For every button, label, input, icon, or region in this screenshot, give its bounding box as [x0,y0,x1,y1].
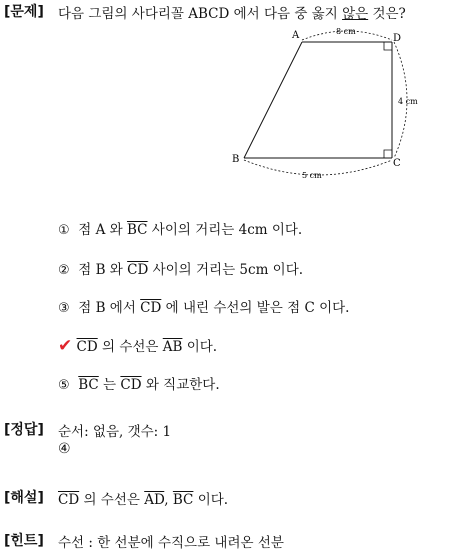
option-text: 점 A 와 [78,222,127,238]
option-text: 와 직교한다. [141,377,220,393]
option-4[interactable] [58,335,217,356]
question-text-part: 다음 그림의 사다리꼴 ABCD 에서 다음 중 옳지 [58,6,343,22]
label-D: D [393,33,402,44]
length-BC: 5 cm [302,171,322,180]
explanation-text [58,488,228,508]
question-tag: [문제] [4,4,44,20]
answer-tag: [정답] [4,422,44,438]
option-marker: ① [58,223,70,238]
answer-value: ④ [58,441,71,457]
option-marker: ⑤ [58,378,70,393]
segment-label: $\overline{BC}$ [126,222,148,238]
option-text: 에 내린 수선의 발은 점 C 이다. [161,300,350,316]
question-text-part: 것은? [368,6,406,22]
answer-line1: 순서: 없음, 갯수: 1 [58,424,172,440]
segment-label: $\overline{CD}$ [140,300,162,316]
option-text: 이다. [182,339,218,355]
question-underlined-word: 않은 [342,6,369,22]
explanation-part: 의 수선은 [79,492,145,508]
hint-tag: [힌트] [4,533,44,549]
hint-text: 수선 : 한 선분에 수직으로 내려온 선분 [58,535,284,551]
option-text: 점 B 와 [78,262,128,278]
segment-label: $\overline{CD}$ [120,377,142,393]
option-text: 의 수선은 [97,339,163,355]
right-angle-mark-D [384,42,392,50]
option-text: 사이의 거리는 5cm 이다. [148,262,304,278]
segment-AB [244,42,302,158]
explanation-part: 이다. [193,492,229,508]
explanation-tag: [해설] [4,490,44,506]
segment-label: $\overline{CD}$ [76,339,98,355]
option-marker: ② [58,263,70,278]
length-AD: 8 cm [336,27,356,36]
label-B: B [232,154,240,165]
option-text: 는 [98,377,121,393]
explanation-part: , [164,492,173,508]
segment-label: $\overline{BC}$ [78,377,99,393]
label-A: A [292,30,300,41]
segment-label: $\overline{CD}$ [58,492,80,508]
option-text: 사이의 거리는 4cm 이다. [147,222,303,238]
option-text: 점 B 에서 [78,300,141,316]
right-angle-mark-C [384,150,392,158]
segment-label: $\overline{CD}$ [127,262,149,278]
option-2[interactable] [58,258,303,278]
option-marker: ③ [58,301,70,316]
segment-label: $\overline{AD}$ [144,492,165,508]
label-C: C [393,158,401,169]
segment-label: $\overline{BC}$ [172,492,194,508]
segment-label: $\overline{AB}$ [162,339,183,355]
trapezoid-figure [0,0,452,200]
length-DC: 4 cm [398,97,418,106]
option-1[interactable] [58,218,302,238]
option-5[interactable] [58,373,220,393]
check-icon: ✔ [58,336,73,356]
option-3[interactable] [58,296,349,316]
